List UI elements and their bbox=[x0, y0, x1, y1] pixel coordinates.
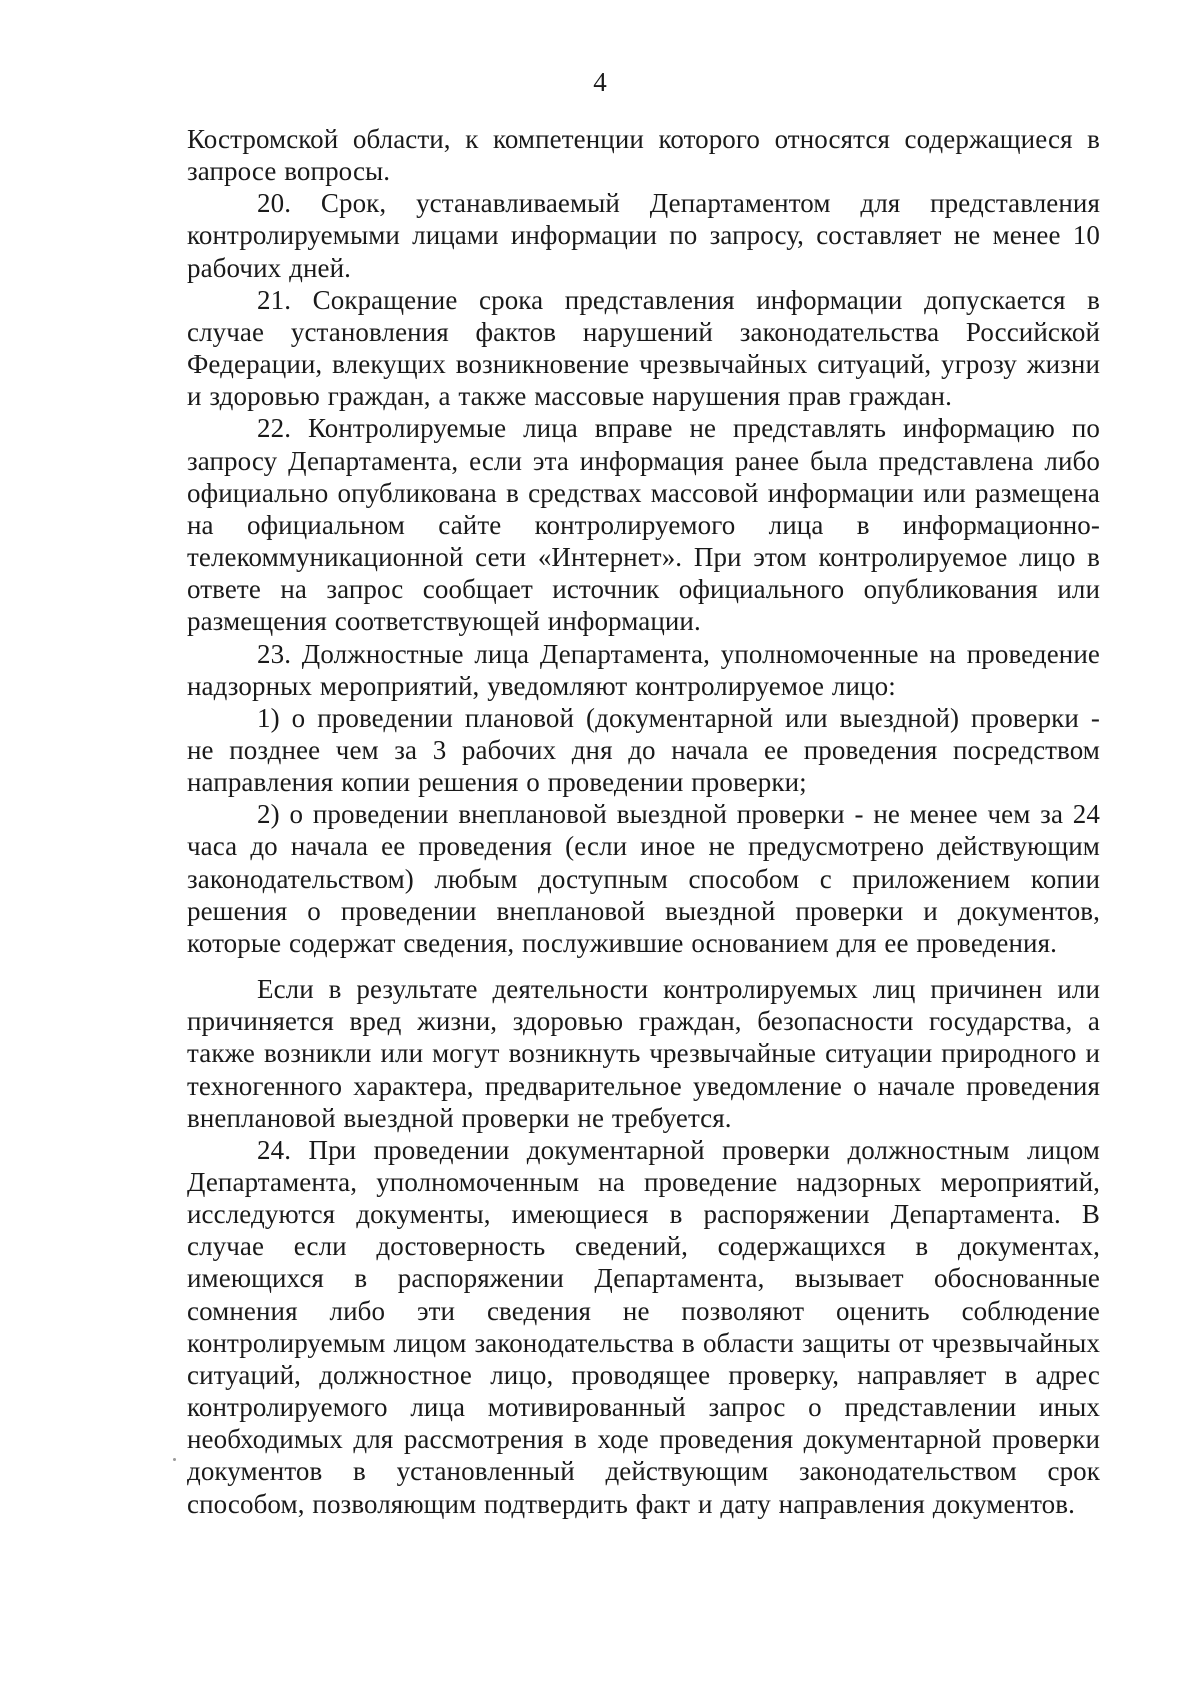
paragraph-continuation: Костромской области, к компетенции которого относятся содержащиеся в запросе вопросы. bbox=[187, 124, 1100, 187]
paragraph-item-20: 20. Срок, устанавливаемый Департаментом для представления контролируемыми лицами информации по запросу, составляет не менее 10 рабочих дней. bbox=[187, 188, 1100, 283]
scan-dot-mark bbox=[173, 1458, 176, 1461]
document-body bbox=[187, 123, 1100, 1520]
paragraph-item-21: 21. Сокращение срока представления информации допускается в случае установления фактов нарушений законодательства Российской Федерации, влекущих возникновение чрезвычайных ситуаций, угрозу жизни и здоровью граждан, а также массовые нарушения прав граждан. bbox=[187, 284, 1100, 412]
paragraph-item-24: 24. При проведении документарной проверки должностным лицом Департамента, уполномоченным на проведение надзорных мероприятий, исследуются документы, имеющиеся в распоряжении Департамента. В случае если достоверность сведений, содержащихся в документах, имеющихся в распоряжении Департамента, вызывает обоснованные сомнения либо эти сведения не позволяют оценить соблюдение контролируемым лицом законодательства в области защиты от чрезвычайных ситуаций, должностное лицо, проводящее проверку, направляет в адрес контролируемого лица мотивированный запрос о представлении иных необходимых для рассмотрения в ходе проведения документарной проверки документов в установленный действующим законодательством срок способом, позволяющим подтвердить факт и дату направления документов. bbox=[187, 1134, 1100, 1519]
paragraph-exception-note: Если в результате деятельности контролируемых лиц причинен или причиняется вред жизни, здоровью граждан, безопасности государства, а также возникли или могут возникнуть чрезвычайные ситуации природного и техногенного характера, предварительное уведомление о начале проведения внеплановой выездной проверки не требуется. bbox=[187, 974, 1100, 1133]
paragraph-item-22: 22. Контролируемые лица вправе не представлять информацию по запросу Департамента, если эта информация ранее была представлена либо официально опубликована в средствах массовой информации или размещена на официальном сайте контролируемого лица в информационно-телекоммуникационной сети «Интернет». При этом контролируемое лицо в ответе на запрос сообщает источник официального опубликования или размещения соответствующей информации. bbox=[187, 413, 1100, 637]
page-number: 4 bbox=[593, 67, 607, 97]
paragraph-item-23: 23. Должностные лица Департамента, уполномоченные на проведение надзорных мероприятий, уведомляют контролируемое лицо: bbox=[187, 638, 1100, 701]
paragraph-subitem-2: 2) о проведении внеплановой выездной проверки - не менее чем за 24 часа до начала ее проведения (если иное не предусмотрено действующим законодательством) любым доступным способом с приложением копии решения о проведении внеплановой выездной проверки и документов, которые содержат сведения, послужившие основанием для ее проведения. bbox=[187, 799, 1100, 958]
paragraph-subitem-1: 1) о проведении плановой (документарной или выездной) проверки - не позднее чем за 3 рабочих дня до начала ее проведения посредством направления копии решения о проведении проверки; bbox=[187, 702, 1100, 798]
